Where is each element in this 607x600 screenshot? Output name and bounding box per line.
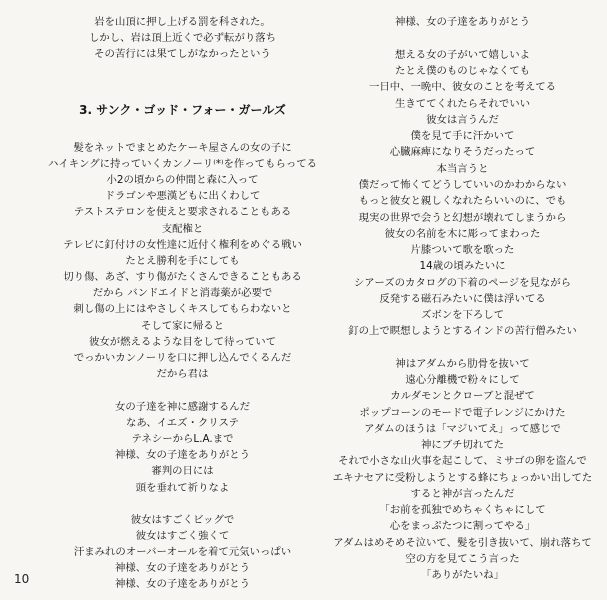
- lyric-line: 彼女が燃えるような目をして待っていて: [88, 336, 277, 348]
- lyric-line: 遠心分離機で粉々にして: [405, 374, 520, 386]
- chorus-line: 女の子達を神に感謝するんだ: [114, 401, 251, 413]
- intro-line: しかし、岩は頂上近くで必ず転がり落ち: [88, 32, 277, 44]
- lyric-line: 空の方を見てこう言った: [405, 553, 520, 565]
- chorus-line: 審判の日には: [151, 465, 214, 477]
- lyric-line: 14歳の頃みたいに: [419, 260, 506, 272]
- lyric-line: 刺し傷の上にはやさしくキスしてもらわないと: [73, 303, 292, 315]
- lyric-line: たとえ僕のものじゃなくても: [394, 65, 531, 77]
- lyric-line: 片膝ついて歌を歌った: [410, 244, 515, 256]
- lyric-line: 神様、女の子達をありがとう: [394, 16, 531, 28]
- lyric-line: ポップコーンのモードで電子レンジにかけた: [359, 407, 566, 419]
- lyric-line: テレビに釘付けの女性達に近付く権利をめぐる戦い: [63, 239, 302, 251]
- lyric-line: 生きててくれたらそれでいい: [394, 98, 531, 110]
- lyric-line: 神様、女の子達をありがとう: [114, 578, 251, 590]
- lyric-line: 髪をネットでまとめたケーキ屋さんの女の子に: [73, 142, 292, 154]
- lyric-line: 一日中、一晩中、彼女のことを考えてる: [368, 81, 557, 93]
- lyric-line: 現実の世界で会うと幻想が壊れてしまうから: [358, 212, 567, 224]
- lyric-line: アダムはめそめそ泣いて、髪を引き抜いて、崩れ落ちて: [333, 537, 592, 549]
- page-number: 10: [14, 572, 30, 586]
- lyric-line: 心臓麻痺になりそうだったって: [389, 146, 536, 158]
- lyric-line: テストステロンを使えと要求されることもある: [73, 206, 292, 218]
- lyric-line: 想える女の子がいて嬉しいよ: [394, 49, 531, 61]
- lyric-line: 彼女の名前を木に彫ってまわった: [384, 228, 541, 240]
- lyric-line: 彼女はすごく強くて: [135, 530, 230, 542]
- lyric-line: もっと彼女と親しくなれたらいいのに、でも: [358, 195, 567, 207]
- lyric-line: ドラゴンや悪漢どもに出くわして: [104, 190, 261, 202]
- chorus-line: テネシーからL.A.まで: [131, 433, 234, 445]
- lyric-line: カルダモンとクローブと混ぜて: [390, 390, 535, 402]
- lyric-line: たとえ勝利を手にしても: [125, 255, 240, 267]
- lyric-line: 彼女はすごくビッグで: [130, 514, 235, 526]
- lyric-line: アダムのほうは「マジいてえ」って感じで: [364, 423, 561, 435]
- chorus-line: なあ、イエズ・クリステ: [125, 417, 240, 429]
- lyric-line: 釘の上で瞑想しようとするインドの苦行僧みたい: [348, 325, 577, 337]
- lyric-line: だから君は: [156, 368, 209, 380]
- lyric-line: 彼女は言うんだ: [426, 114, 499, 126]
- lyric-line: 神はアダムから肋骨を抜いて: [395, 358, 530, 370]
- lyric-line: 反発する磁石みたいに僕は浮いてる: [379, 293, 546, 305]
- lyric-line: ズボンを下ろして: [420, 309, 505, 321]
- lyric-line: 汗まみれのオーバーオールを着て元気いっぱい: [73, 546, 292, 558]
- lyric-line: 神にブチ切れてた: [420, 439, 505, 451]
- lyric-line: 支配権と: [161, 223, 204, 235]
- intro-line: その苦行には果てしがなかったという: [94, 48, 271, 60]
- lyric-line: 心をまっぷたつに割ってやる」: [389, 520, 536, 532]
- lyric-line: 本当言うと: [436, 163, 489, 175]
- lyric-line: すると神が言ったんだ: [410, 488, 515, 500]
- section-title: 3. サンク・ゴッド・フォー・ガールズ: [79, 103, 286, 117]
- lyric-line: 僕を見て手に汗かいて: [410, 130, 515, 142]
- lyric-line: 「お前を孤独でめちゃくちゃにして: [379, 504, 546, 516]
- chorus-line: 頭を垂れて祈りなよ: [135, 482, 230, 494]
- lyric-line: シアーズのカタログの下着のページを見ながら: [353, 277, 572, 289]
- chorus-line: 神様、女の子達をありがとう: [114, 449, 251, 461]
- lyric-line: 僕だって怖くてどうしていいのかわからない: [358, 179, 567, 191]
- lyric-line: 小2の頃からの仲間と森に入って: [106, 174, 259, 186]
- intro-line: 岩を山頂に押し上げる罰を科された。: [94, 16, 271, 28]
- lyric-line: ハイキングに持っていくカンノーリ⁽*⁾を作ってもらってる: [47, 158, 318, 170]
- lyric-line: 神様、女の子達をありがとう: [114, 562, 251, 574]
- lyric-line: 「ありがたいね」: [420, 569, 505, 581]
- lyric-line: でっかいカンノーリを口に押し込んでくるんだ: [73, 352, 292, 364]
- lyric-line: それで小さな山火事を起こして、ミサゴの卵を盗んで: [338, 455, 587, 467]
- lyric-line: そして家に帰ると: [140, 320, 225, 332]
- lyric-line: 切り傷、あざ、すり傷がたくさんできることもある: [63, 271, 302, 283]
- lyric-line: だから バンドエイドと消毒薬が必要で: [92, 287, 273, 299]
- lyric-line: エキナセアに受粉しようとする蜂にちょっかい出してた: [332, 472, 593, 484]
